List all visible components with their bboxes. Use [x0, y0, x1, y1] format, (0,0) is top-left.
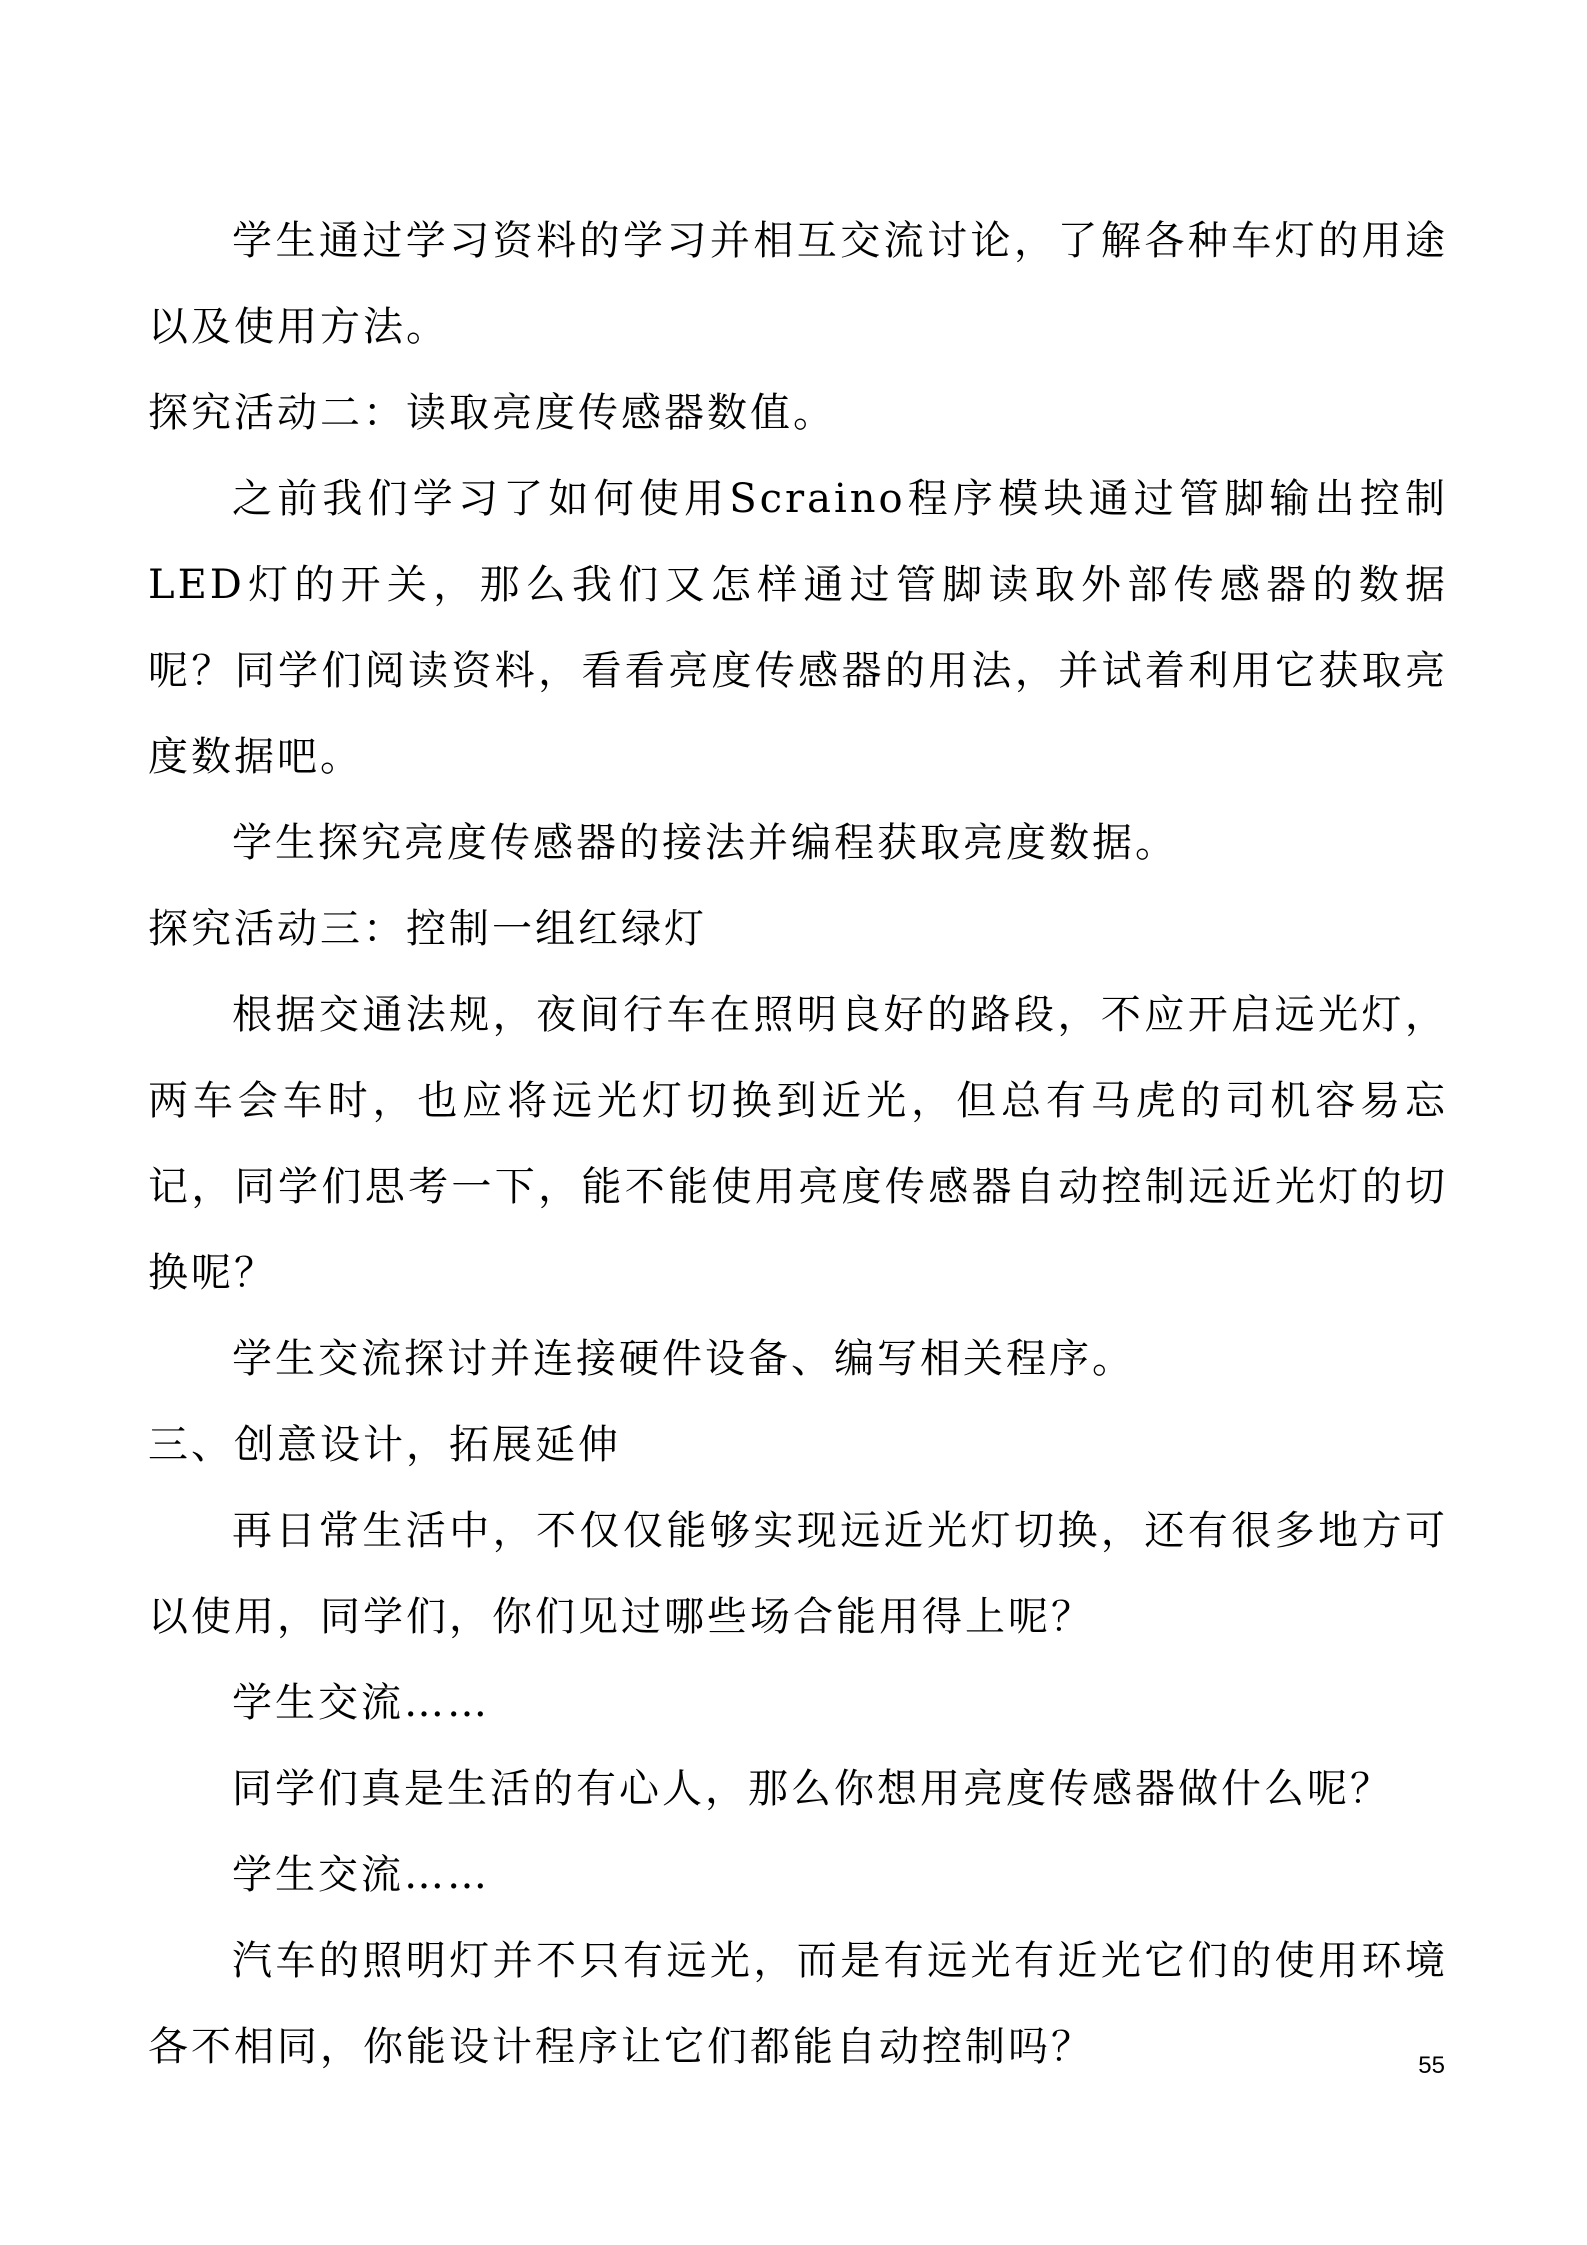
- paragraph-traffic-rules: 根据交通法规，夜间行车在照明良好的路段，不应开启远光灯，两车会车时，也应将远光灯切换到近光，但总有马虎的司机容易忘记，同学们思考一下，能不能使用亮度传感器自动控制远近光灯的切换呢？: [148, 992, 1448, 1296]
- paragraph-student-exchange-two: 学生交流……: [232, 1852, 490, 1898]
- paragraph-student-exchange-one: 学生交流……: [232, 1680, 490, 1726]
- paragraph-scraino-intro: 之前我们学习了如何使用Scraino程序模块通过管脚输出控制LED灯的开关，那么我们又怎样通过管脚读取外部传感器的数据呢？同学们阅读资料，看看亮度传感器的用法，并试着利用它获取亮度数据吧。: [148, 476, 1448, 780]
- paragraph-sensor-idea: 同学们真是生活的有心人，那么你想用亮度传感器做什么呢？: [232, 1766, 1393, 1812]
- paragraph-hardware-programming: 学生交流探讨并连接硬件设备、编写相关程序。: [232, 1336, 1135, 1382]
- heading-creative-design: 三、创意设计，拓展延伸: [148, 1422, 621, 1468]
- heading-activity-three: 探究活动三：控制一组红绿灯: [148, 906, 707, 952]
- paragraph-sensor-wiring: 学生探究亮度传感器的接法并编程获取亮度数据。: [232, 820, 1178, 866]
- page-number: 55: [1418, 2052, 1445, 2079]
- heading-activity-two: 探究活动二：读取亮度传感器数值。: [148, 390, 836, 436]
- document-page: [148, 198, 1448, 2090]
- paragraph-car-lights-uses: 学生通过学习资料的学习并相互交流讨论，了解各种车灯的用途以及使用方法。: [148, 218, 1448, 350]
- paragraph-auto-control: 汽车的照明灯并不只有远光，而是有远光有近光它们的使用环境各不相同，你能设计程序让它们都能自动控制吗？: [148, 1938, 1448, 2070]
- paragraph-daily-life: 再日常生活中，不仅仅能够实现远近光灯切换，还有很多地方可以使用，同学们，你们见过哪些场合能用得上呢？: [148, 1508, 1448, 1640]
